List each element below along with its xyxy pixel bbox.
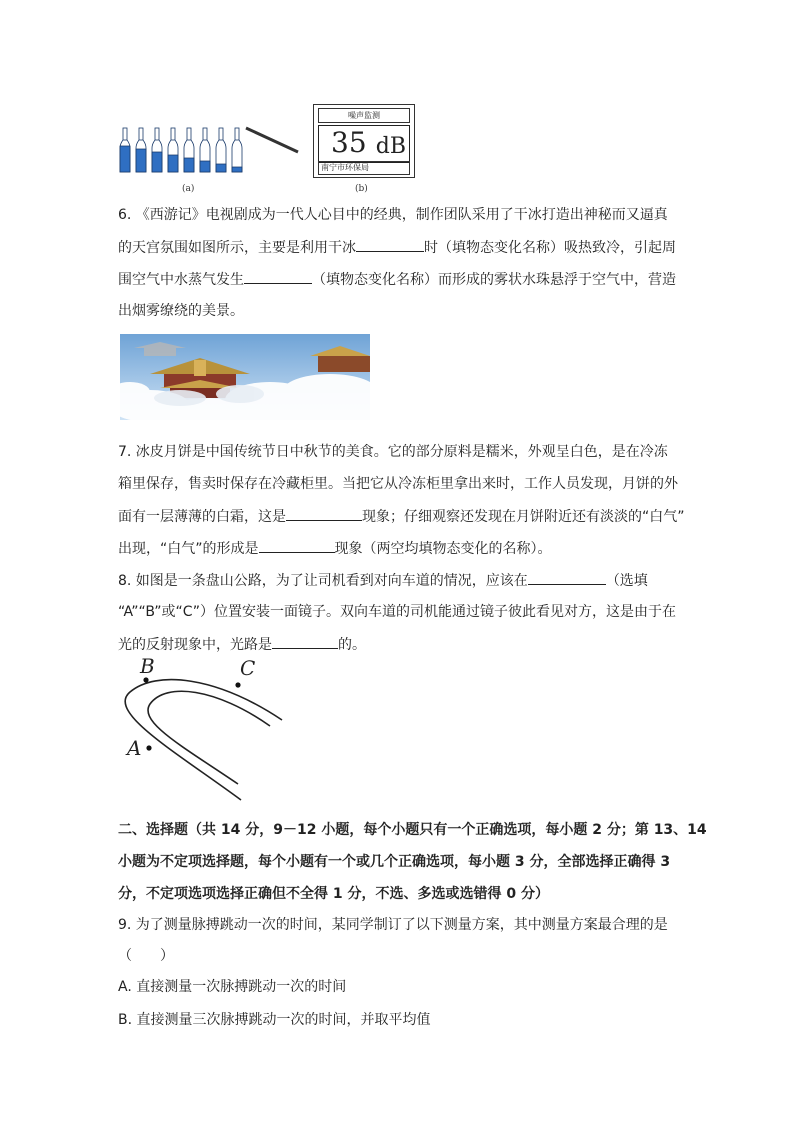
q8-text: 8. 如图是一条盘山公路，为了让司机看到对向车道的情况，应该在	[118, 573, 528, 589]
q7-line1: 7. 冰皮月饼是中国传统节日中秋节的美食。它的部分原料是糯米，外观呈白色，是在冷冻	[118, 444, 668, 460]
q7-text: 现象（两空均填物态变化的名称）。	[334, 541, 552, 557]
point-c	[235, 682, 240, 687]
road-inner-edge	[148, 691, 270, 784]
bottle	[184, 128, 194, 172]
q8-blank-1[interactable]	[528, 570, 606, 585]
q9-option-a[interactable]: A. 直接测量一次脉搏跳动一次的时间	[118, 979, 347, 995]
monitor-display	[318, 125, 410, 163]
section2-line2: 小题为不定项选择题，每个小题有一个或几个正确选项，每小题 3 分，全部选择正确得 3	[118, 854, 671, 870]
figure-a-caption: (a)	[182, 184, 195, 194]
bottle	[232, 128, 242, 172]
q9-option-b[interactable]: B. 直接测量三次脉搏跳动一次的时间，并取平均值	[118, 1012, 431, 1028]
monitor-header: 噪声监测	[318, 108, 410, 123]
q7-line2: 箱里保存，售卖时保存在冷藏柜里。当把它从冷冻柜里拿出来时，工作人员发现，月饼的外	[118, 476, 678, 492]
monitor-value: 35	[331, 126, 367, 159]
q7-line4	[118, 538, 552, 559]
q7-text: 出现，“白气”的形成是	[118, 541, 259, 557]
bottle	[152, 128, 162, 172]
q6-text: 时（填物态变化名称）吸热致冷，引起周	[424, 240, 676, 256]
q6-text: 围空气中水蒸气发生	[118, 272, 244, 288]
point-b	[143, 677, 148, 682]
striking-stick	[246, 128, 298, 152]
monitor-unit: dB	[375, 134, 406, 159]
q6-blank-1[interactable]	[356, 237, 424, 252]
q6-line2	[118, 237, 676, 258]
q8-text: 光的反射现象中，光路是	[118, 637, 272, 653]
q8-line2: “A”“B”或“C”）位置安装一面镜子。双向车道的司机能通过镜子彼此看见对方，这是由于在	[118, 604, 677, 620]
figure-b-caption: (b)	[355, 184, 368, 194]
bottle	[120, 128, 130, 172]
q7-blank-2[interactable]	[259, 538, 335, 553]
q6-blank-2[interactable]	[244, 269, 312, 284]
road-outer-edge	[125, 680, 282, 800]
q7-text: 现象；仔细观察还发现在月饼附近还有淡淡的“白气”	[362, 509, 685, 525]
q9-line1: 9. 为了测量脉搏跳动一次的时间，某同学制订了以下测量方案，其中测量方案最合理的是	[118, 917, 668, 933]
q7-blank-1[interactable]	[286, 506, 362, 521]
q6-line1: 6. 《西游记》电视剧成为一代人心目中的经典，制作团队采用了干冰打造出神秘而又逼真	[118, 207, 668, 223]
q6-text: 的天宫氛围如图所示，主要是利用干冰	[118, 240, 356, 256]
q7-line3	[118, 506, 685, 527]
noise-monitor	[313, 104, 415, 178]
q6-line4: 出烟雾缭绕的美景。	[118, 303, 244, 319]
palace-clouds-image	[120, 334, 370, 420]
q8-text: （选填	[605, 573, 648, 589]
bottle	[136, 128, 146, 172]
label-b: B	[140, 654, 155, 678]
q9-answer-bracket[interactable]: （ ）	[118, 948, 174, 964]
section2-line1: 二、选择题（共 14 分，9－12 小题，每个小题只有一个正确选项，每小题 2 分；第 13、14	[118, 822, 707, 838]
monitor-footer: 南宁市环保局	[318, 161, 410, 175]
point-a	[146, 745, 151, 750]
q8-blank-2[interactable]	[272, 634, 338, 649]
bottle	[168, 128, 178, 172]
q6-line3	[118, 269, 676, 290]
label-c: C	[240, 656, 256, 680]
section2-line3: 分，不定项选项选择正确但不全得 1 分，不选、多选或选错得 0 分）	[118, 886, 549, 902]
label-a: A	[127, 736, 142, 760]
bottle	[216, 128, 226, 172]
q6-text: （填物态变化名称）而形成的雾状水珠悬浮于空气中，营造	[312, 272, 676, 288]
bottle	[200, 128, 210, 172]
q8-line1	[118, 570, 648, 591]
q7-text: 面有一层薄薄的白霜，这是	[118, 509, 286, 525]
bottles-figure	[118, 124, 302, 180]
q8-text: 的。	[338, 637, 366, 653]
